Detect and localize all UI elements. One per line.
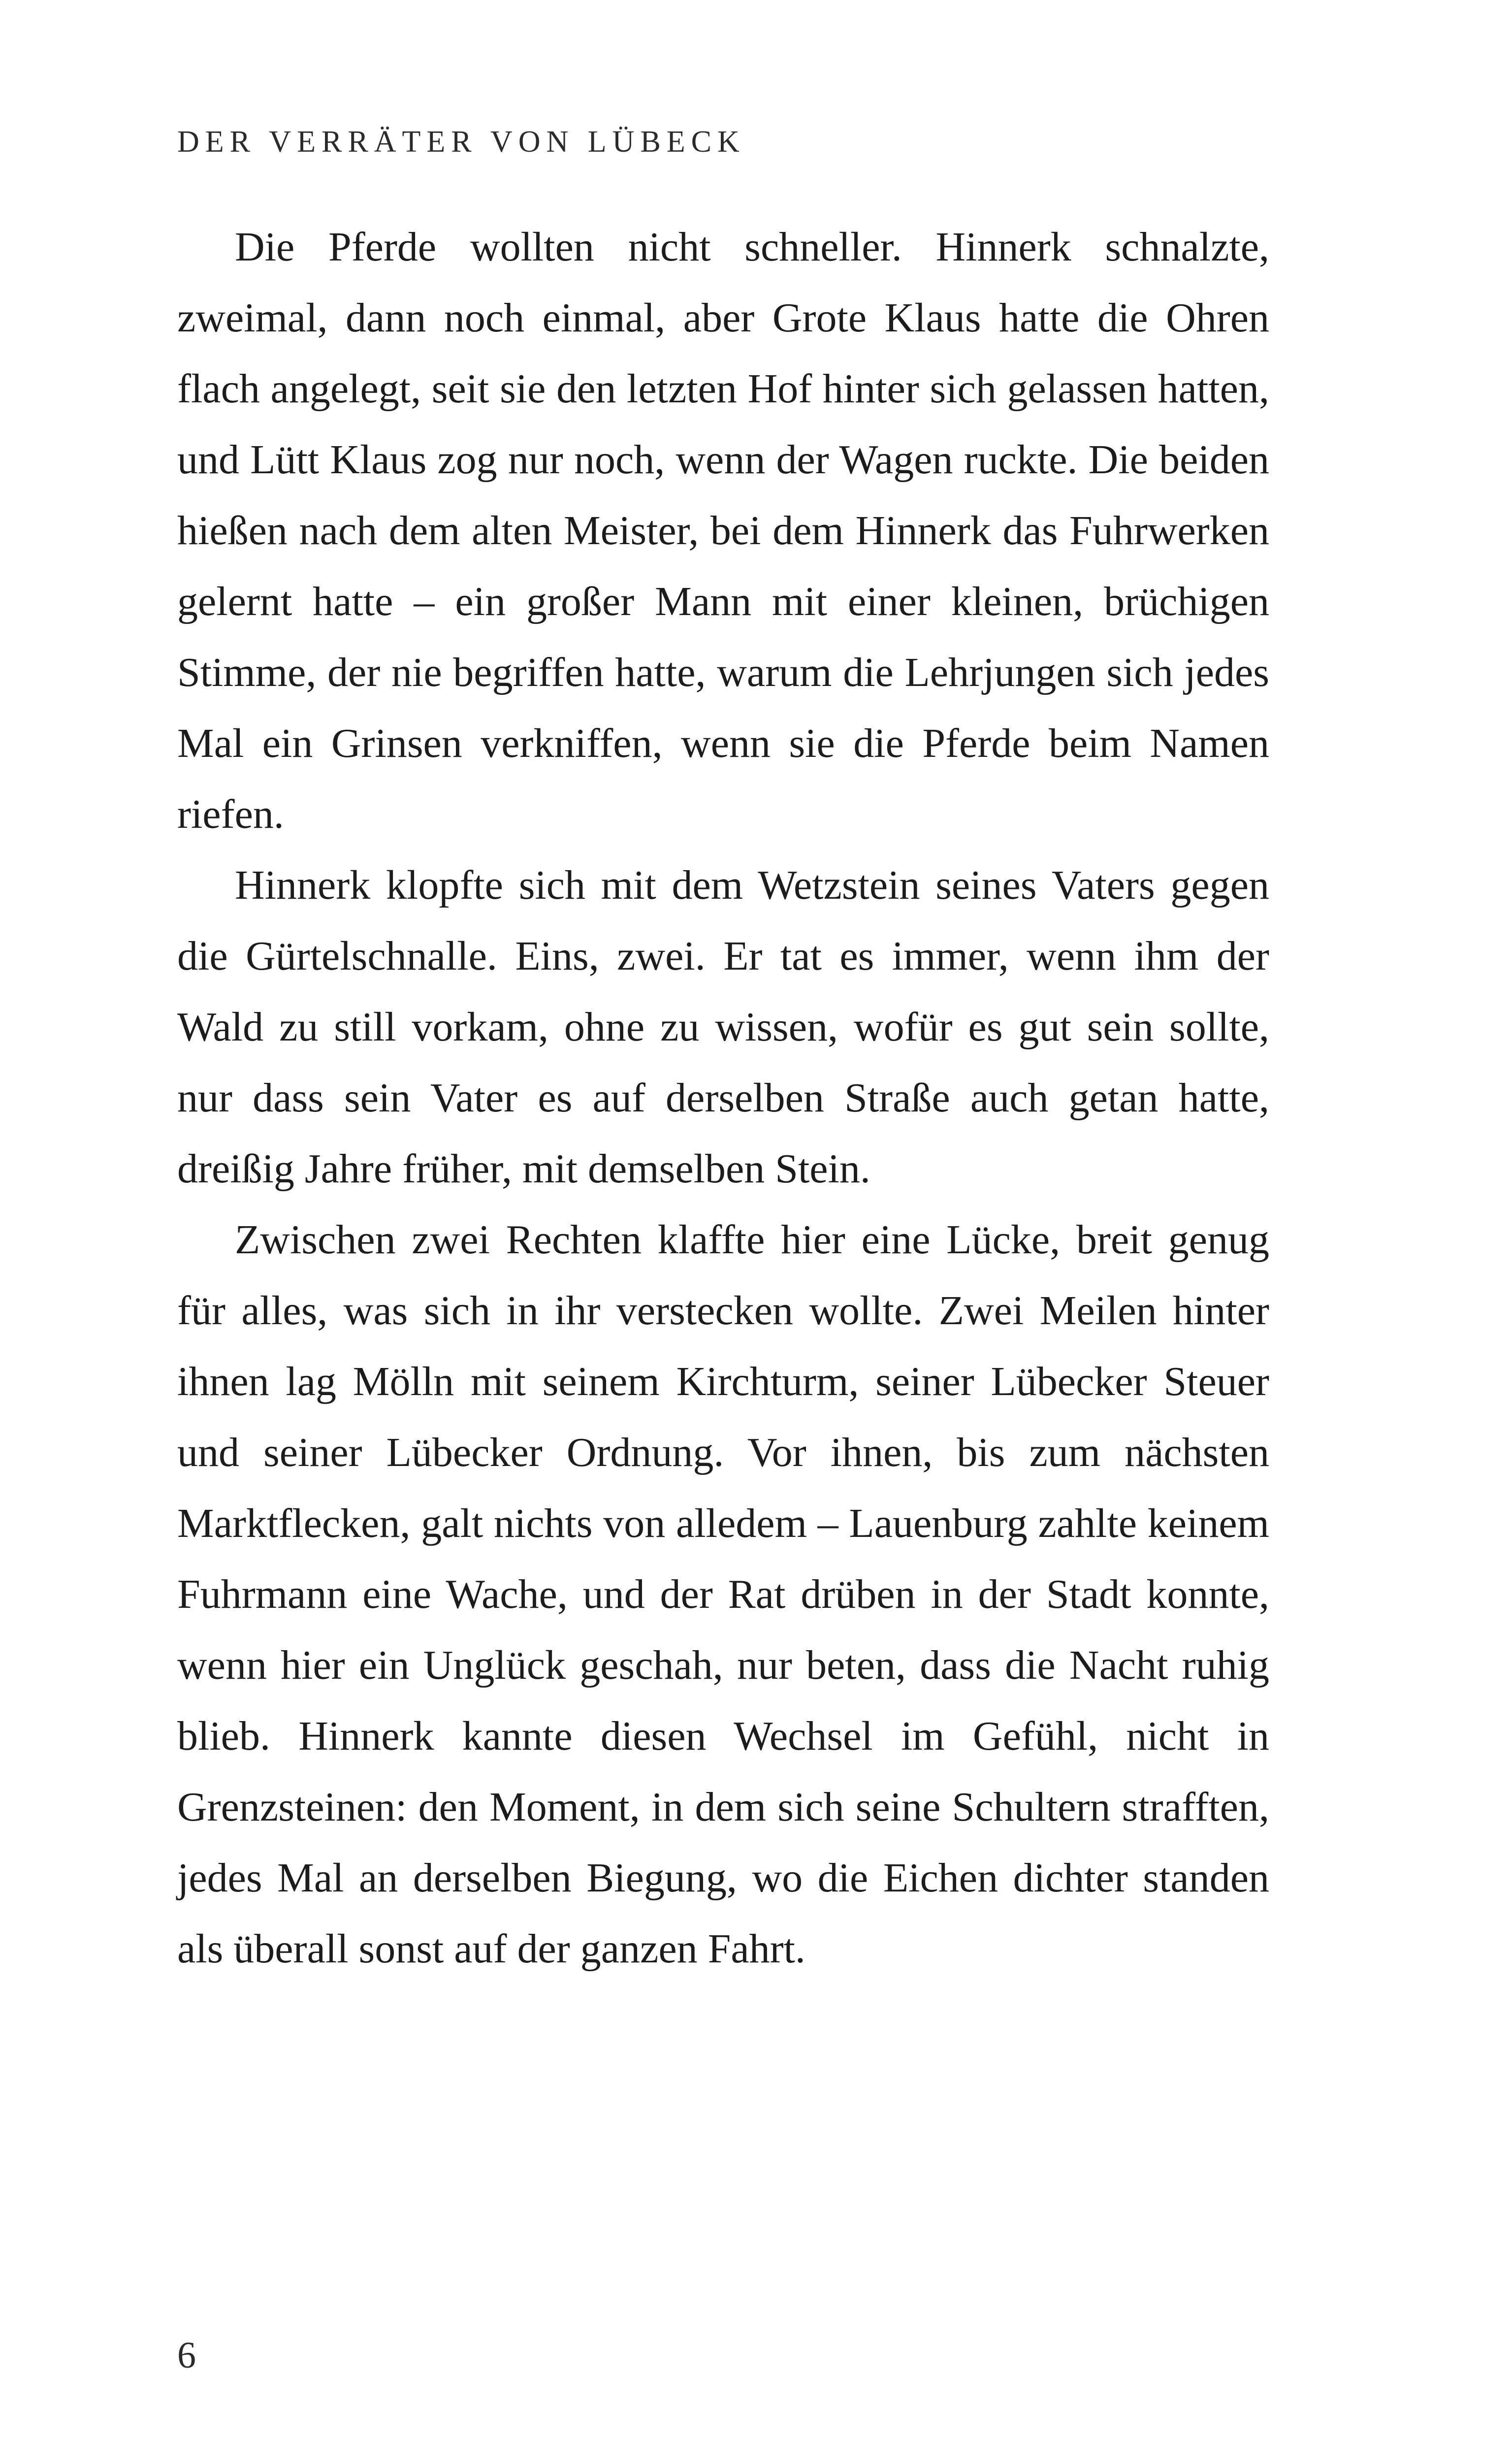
page-number: 6 xyxy=(177,2335,196,2376)
paragraph: Zwischen zwei Rechten klaffte hier eine Lücke, breit genug für alles, was sich in ihr verstecken wollte. Zwei Meilen hinter ihnen lag Mölln mit seinem Kirchturm, seiner Lübecker Steuer und seiner Lübecker Ordnung. Vor ihnen, bis zum nächsten Marktflecken, galt nichts von alledem – Lauenburg zahlte keinem Fuhrmann eine Wache, und der Rat drüben in der Stadt konnte, wenn hier ein Unglück geschah, nur beten, dass die Nacht ruhig blieb. Hinnerk kannte diesen Wechsel im Gefühl, nicht in Grenzsteinen: den Moment, in dem sich seine Schultern strafften, jedes Mal an derselben Biegung, wo die Eichen dichter standen als überall sonst auf der ganzen Fahrt. xyxy=(177,1217,1269,1972)
paragraph: Hinnerk klopfte sich mit dem Wetzstein seines Vaters gegen die Gürtelschnalle. Eins, zwei. Er tat es immer, wenn ihm der Wald zu still vorkam, ohne zu wissen, wofür es gut sein sollte, nur dass sein Vater es auf derselben Straße auch getan hatte, dreißig Jahre früher, mit demselben Stein. xyxy=(177,862,1269,1192)
body-text xyxy=(177,212,1269,1985)
paragraph: Die Pferde wollten nicht schneller. Hinnerk schnalzte, zweimal, dann noch einmal, aber Grote Klaus hatte die Ohren flach angelegt, seit sie den letzten Hof hinter sich gelassen hatten, und Lütt Klaus zog nur noch, wenn der Wagen ruckte. Die beiden hießen nach dem alten Meister, bei dem Hinnerk das Fuhrwerken gelernt hatte – ein großer Mann mit einer kleinen, brüchigen Stimme, der nie begriffen hatte, warum die Lehrjungen sich jedes Mal ein Grinsen verkniffen, wenn sie die Pferde beim Namen riefen. xyxy=(177,224,1269,837)
running-header: DER VERRÄTER VON LÜBECK xyxy=(177,125,745,159)
